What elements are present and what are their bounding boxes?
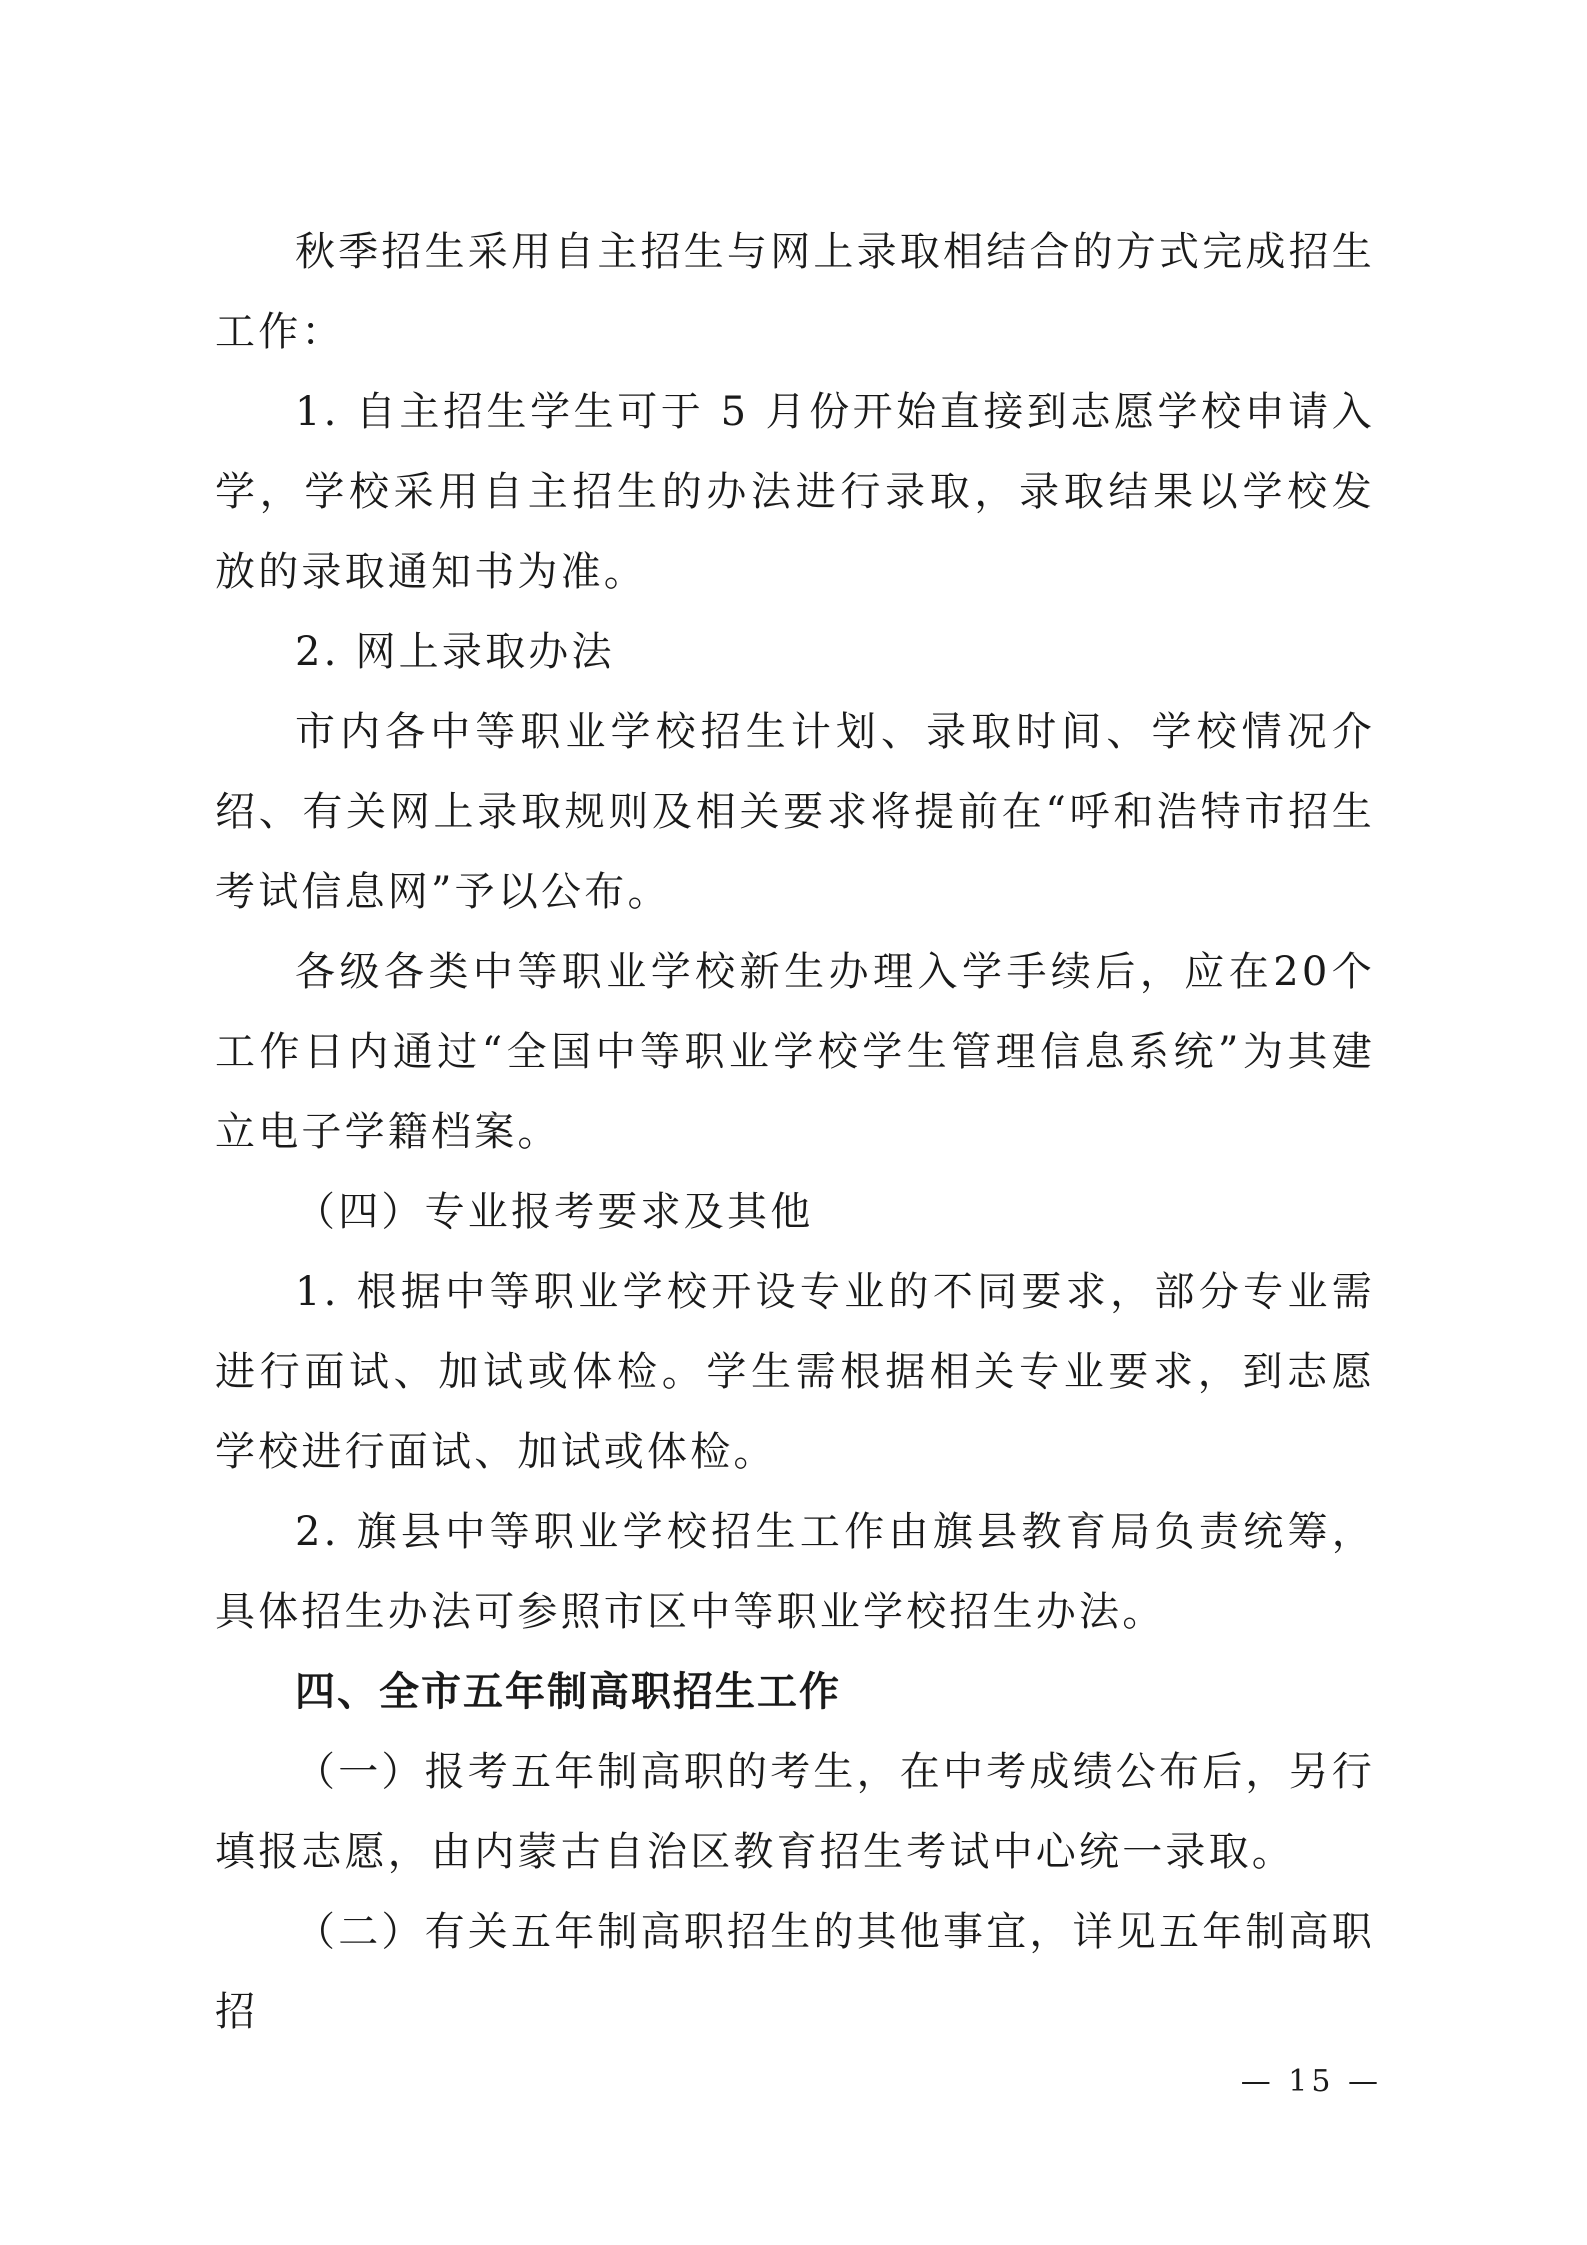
body-text bbox=[215, 212, 1375, 2052]
heading-five-year-program: 四、全市五年制高职招生工作 bbox=[295, 1669, 841, 1715]
paragraph-online-admission: 市内各中等职业学校招生计划、录取时间、学校情况介绍、有关网上录取规则及相关要求将提前在“呼和浩特市招生考试信息网”予以公布。 bbox=[215, 709, 1375, 915]
paragraph-major-requirements: 1. 根据中等职业学校开设专业的不同要求，部分专业需进行面试、加试或体检。学生需根据相关专业要求，到志愿学校进行面试、加试或体检。 bbox=[215, 1269, 1375, 1475]
paragraph-item-2-title: 2. 网上录取办法 bbox=[295, 629, 615, 675]
paragraph-county-schools: 2. 旗县中等职业学校招生工作由旗县教育局负责统筹，具体招生办法可参照市区中等职业学校招生办法。 bbox=[215, 1509, 1375, 1635]
paragraph-intro: 秋季招生采用自主招生与网上录取相结合的方式完成招生工作： bbox=[215, 229, 1375, 355]
paragraph-five-year-two: （二）有关五年制高职招生的其他事宜，详见五年制高职招 bbox=[215, 1909, 1375, 2035]
page-number: — 15 — bbox=[1240, 2064, 1382, 2099]
paragraph-student-records: 各级各类中等职业学校新生办理入学手续后，应在20个工作日内通过“全国中等职业学校学生管理信息系统”为其建立电子学籍档案。 bbox=[215, 949, 1375, 1155]
paragraph-item-1: 1. 自主招生学生可于 5 月份开始直接到志愿学校申请入学，学校采用自主招生的办法进行录取，录取结果以学校发放的录取通知书为准。 bbox=[215, 389, 1375, 595]
paragraph-five-year-one: （一）报考五年制高职的考生，在中考成绩公布后，另行填报志愿，由内蒙古自治区教育招生考试中心统一录取。 bbox=[215, 1749, 1375, 1875]
subheading-section-four: （四）专业报考要求及其他 bbox=[295, 1189, 814, 1235]
